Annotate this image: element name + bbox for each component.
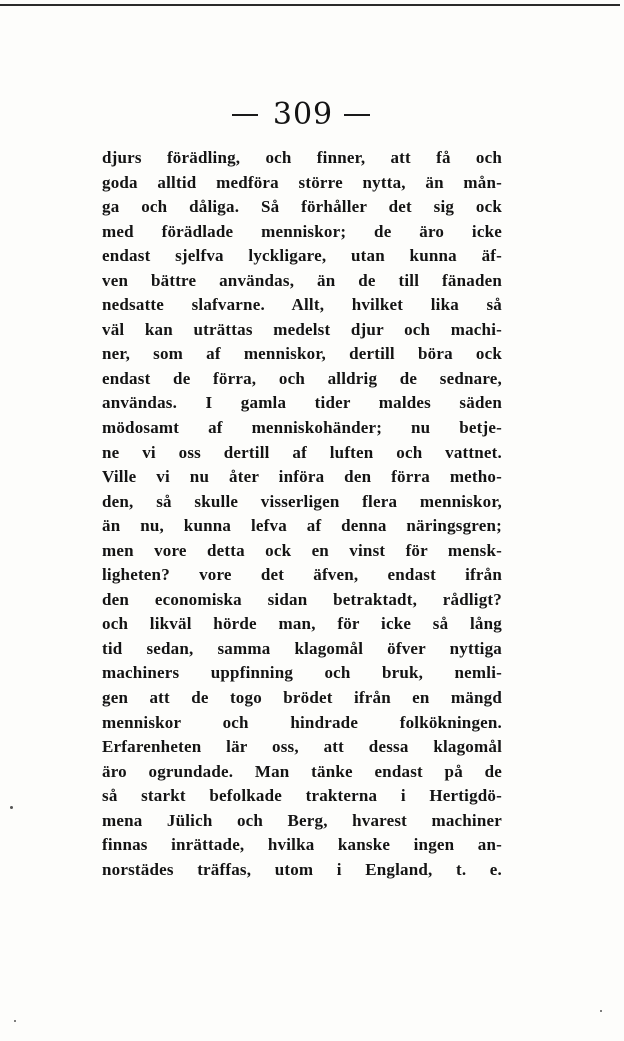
text-line: nedsatte slafvarne. Allt, hvilket lika så: [102, 295, 502, 315]
text-line: djurs förädling, och finner, att få och: [102, 148, 502, 167]
page-number: 309: [272, 97, 334, 132]
body-text: [102, 146, 502, 882]
paper-speck: [10, 806, 13, 809]
paper-speck: [600, 1010, 602, 1012]
text-line: endast sjelfva lyckligare, utan kunna äf-: [102, 246, 502, 266]
text-line: ven bättre användas, än de till fänaden: [102, 270, 502, 290]
text-line: goda alltid medföra större nytta, än mån-: [102, 172, 502, 192]
page-header: [0, 96, 624, 136]
text-line: ga och dåliga. Så förhåller det sig ock: [102, 197, 502, 217]
text-line: väl kan uträttas medelst djur och machi-: [102, 319, 502, 339]
text-line: menniskor och hindrade folkökningen.: [102, 712, 502, 732]
text-line: den economiska sidan betraktadt, rådligt?: [102, 589, 502, 609]
text-line: ne vi oss dertill af luften och vattnet.: [102, 442, 502, 462]
text-line: användas. I gamla tider maldes säden: [102, 393, 502, 413]
text-line: norstädes träffas, utom i England, t. e.: [102, 859, 502, 879]
text-line: med förädlade menniskor; de äro icke: [102, 221, 502, 241]
text-line: mödosamt af menniskohänder; nu betje-: [102, 418, 502, 438]
text-line: och likväl hörde man, för icke så lång: [102, 614, 502, 634]
text-line: än nu, kunna lefva af denna näringsgren;: [102, 516, 502, 536]
text-line: machiners uppfinning och bruk, nemli-: [102, 663, 502, 683]
text-line: gen att de togo brödet ifrån en mängd: [102, 688, 502, 708]
page-number-dash-left: [232, 114, 258, 116]
text-line: ner, som af menniskor, dertill böra ock: [102, 344, 502, 364]
text-line: men vore detta ock en vinst för mensk-: [102, 540, 502, 560]
page-number-group: [232, 96, 372, 136]
text-line: finnas inrättade, hvilka kanske ingen an-: [102, 835, 502, 855]
text-line: tid sedan, samma klagomål öfver nyttiga: [102, 638, 502, 658]
text-line: ligheten? vore det äfven, endast ifrån: [102, 565, 502, 585]
text-line: mena Jülich och Berg, hvarest machiner: [102, 810, 502, 830]
text-line: den, så skulle visserligen flera menniskor,: [102, 491, 502, 511]
paper-speck: [14, 1020, 16, 1022]
text-line: Erfarenheten lär oss, att dessa klagomål: [102, 737, 502, 757]
top-border-rule: [0, 4, 620, 6]
page-number-dash-right: [344, 114, 370, 116]
text-line: äro ogrundade. Man tänke endast på de: [102, 761, 502, 781]
text-line: så starkt befolkade trakterna i Hertigdö-: [102, 786, 502, 806]
text-line: endast de förra, och alldrig de sednare,: [102, 368, 502, 388]
text-line: Ville vi nu åter införa den förra metho-: [102, 467, 502, 487]
